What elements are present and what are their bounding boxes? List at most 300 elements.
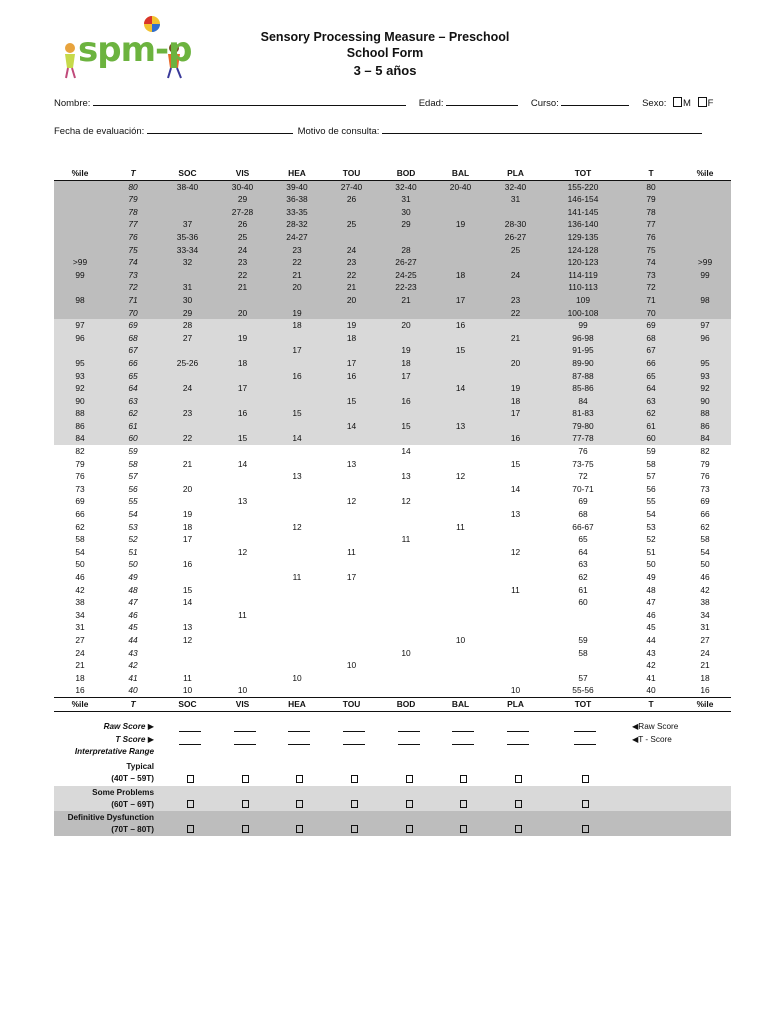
- table-cell: 46: [75, 572, 85, 582]
- table-cell: 13: [346, 458, 357, 469]
- table-cell: 25: [488, 244, 543, 257]
- table-cell: [270, 596, 324, 609]
- table-cell: [270, 294, 324, 307]
- table-cell: 89-90: [543, 357, 623, 370]
- table-cell: 10: [182, 685, 193, 696]
- table-row: [54, 357, 731, 370]
- t-score-tot[interactable]: [574, 735, 596, 745]
- table-cell: [324, 382, 379, 395]
- table-cell: 13: [182, 622, 193, 633]
- table-cell: 63: [623, 395, 679, 408]
- table-cell: 28: [160, 319, 215, 332]
- some-problems-vis-checkbox[interactable]: [242, 800, 249, 808]
- table-cell: [215, 571, 270, 584]
- table-cell: 24: [75, 647, 85, 658]
- raw-score-row: [54, 721, 731, 734]
- table-cell: 73: [75, 483, 85, 494]
- table-cell: 18: [700, 672, 710, 683]
- table-cell: 17: [182, 534, 193, 545]
- table-cell: 12: [182, 634, 193, 645]
- table-cell: 70: [106, 307, 160, 320]
- table-cell: 10: [237, 685, 248, 696]
- table-cell: 24: [215, 244, 270, 257]
- table-cell: 76: [623, 231, 679, 244]
- t-score-tou[interactable]: [343, 735, 365, 745]
- definitive-dysfunction-range: (70T – 80T): [111, 825, 154, 834]
- table-cell: [270, 483, 324, 496]
- some-problems-soc-checkbox[interactable]: [187, 800, 194, 808]
- table-row: [54, 470, 731, 483]
- typical-vis-checkbox[interactable]: [242, 775, 249, 783]
- table-cell: [270, 659, 324, 672]
- table-cell: [270, 621, 324, 634]
- table-cell: 29: [215, 193, 270, 206]
- form-row-1: [54, 95, 713, 109]
- table-cell: 22: [270, 256, 324, 269]
- table-cell: %ile: [679, 167, 731, 180]
- curso-field[interactable]: [561, 95, 629, 106]
- table-cell: 26: [215, 218, 270, 231]
- table-cell: [270, 495, 324, 508]
- table-cell: 18: [324, 332, 379, 345]
- t-score-hea[interactable]: [288, 735, 310, 745]
- table-cell: 10: [401, 647, 411, 658]
- table-cell: [379, 659, 433, 672]
- table-cell: [324, 684, 379, 697]
- table-cell: 10: [510, 685, 521, 696]
- t-score-bod[interactable]: [398, 735, 420, 745]
- table-cell: 31: [700, 622, 710, 633]
- table-cell: 78: [623, 206, 679, 219]
- table-cell: 68: [623, 332, 679, 345]
- table-cell: [324, 521, 379, 534]
- table-row: [54, 307, 731, 320]
- table-row: [54, 193, 731, 206]
- table-cell: 19: [324, 319, 379, 332]
- definitive-tou-checkbox[interactable]: [351, 825, 358, 833]
- table-cell: [160, 420, 215, 433]
- table-cell: [160, 269, 215, 282]
- table-cell: T: [623, 697, 679, 711]
- definitive-soc-checkbox[interactable]: [187, 825, 194, 833]
- table-cell: 29: [379, 218, 433, 231]
- some-problems-tot-checkbox[interactable]: [582, 800, 589, 808]
- table-cell: [270, 584, 324, 597]
- table-cell: [270, 533, 324, 546]
- table-row: [54, 432, 731, 445]
- table-cell: 20-40: [433, 180, 488, 193]
- table-cell: 96: [54, 332, 106, 345]
- table-cell: 38-40: [160, 180, 215, 193]
- table-cell: 15: [510, 458, 521, 469]
- typical-tou-checkbox[interactable]: [351, 775, 358, 783]
- table-cell: [379, 407, 433, 420]
- table-cell: 17: [270, 344, 324, 357]
- table-cell: 16: [433, 319, 488, 332]
- table-cell: [215, 508, 270, 521]
- table-cell: 92: [679, 382, 731, 395]
- table-row: [54, 647, 731, 660]
- table-cell: 49: [646, 572, 656, 582]
- table-cell: 47: [646, 597, 656, 608]
- table-cell: 14: [433, 382, 488, 395]
- table-cell: 97: [679, 319, 731, 332]
- table-cell: %ile: [54, 167, 106, 180]
- table-cell: 124-128: [543, 244, 623, 257]
- table-cell: 31: [379, 193, 433, 206]
- table-cell: 73-75: [572, 458, 594, 469]
- table-cell: 52: [128, 534, 138, 545]
- table-cell: 40: [646, 685, 656, 696]
- table-cell: [433, 571, 488, 584]
- table-cell: 110-113: [543, 281, 623, 294]
- table-cell: 12: [237, 546, 248, 557]
- raw-score-tot[interactable]: [574, 722, 596, 732]
- table-cell: [488, 659, 543, 672]
- table-cell: 15: [215, 432, 270, 445]
- typical-range: (40T – 59T): [111, 774, 154, 783]
- some-problems-bod-checkbox[interactable]: [406, 800, 413, 808]
- norms-table: [54, 167, 731, 712]
- table-cell: 25: [215, 231, 270, 244]
- table-cell: [160, 495, 215, 508]
- nombre-field[interactable]: [93, 95, 406, 106]
- table-cell: 65: [623, 370, 679, 383]
- table-cell: [488, 319, 543, 332]
- table-cell: [215, 294, 270, 307]
- table-cell: T: [106, 167, 160, 180]
- table-row: [54, 269, 731, 282]
- table-cell: 65: [106, 370, 160, 383]
- table-cell: 20: [488, 357, 543, 370]
- table-cell: 54: [646, 509, 656, 520]
- table-cell: 15: [182, 584, 193, 595]
- typical-soc-checkbox[interactable]: [187, 775, 194, 783]
- table-cell: [679, 193, 731, 206]
- table-cell: 24: [324, 244, 379, 257]
- sexo-f-checkbox[interactable]: [698, 97, 707, 107]
- table-cell: >99: [679, 256, 731, 269]
- sexo-label: Sexo:: [642, 98, 667, 109]
- table-cell: 97: [54, 319, 106, 332]
- table-cell: 21: [182, 458, 193, 469]
- sexo-m-checkbox[interactable]: [673, 97, 682, 107]
- table-row: [54, 281, 731, 294]
- table-cell: 11: [238, 609, 247, 620]
- definitive-tot-checkbox[interactable]: [582, 825, 589, 833]
- some-problems-pla-checkbox[interactable]: [515, 800, 522, 808]
- table-cell: T: [106, 697, 160, 711]
- motivo-field[interactable]: [382, 123, 702, 134]
- table-cell: 76: [578, 446, 588, 457]
- definitive-hea-checkbox[interactable]: [296, 825, 303, 833]
- table-cell: 70-71: [572, 483, 594, 494]
- table-cell: [379, 521, 433, 534]
- table-cell: 60: [623, 432, 679, 445]
- table-cell: [488, 445, 543, 458]
- table-cell: [488, 344, 543, 357]
- table-cell: 13: [292, 471, 302, 482]
- table-cell: 19: [488, 382, 543, 395]
- table-cell: [324, 508, 379, 521]
- table-cell: [433, 659, 488, 672]
- table-cell: 27: [700, 634, 710, 645]
- table-cell: [324, 445, 379, 458]
- table-cell: [488, 621, 543, 634]
- table-cell: 46: [700, 572, 710, 582]
- table-cell: [215, 470, 270, 483]
- table-cell: [379, 332, 433, 345]
- table-cell: [160, 546, 215, 559]
- table-cell: [324, 634, 379, 647]
- table-cell: 50: [128, 559, 138, 570]
- table-cell: [54, 244, 106, 257]
- table-cell: 14: [237, 458, 248, 469]
- table-cell: 60: [578, 597, 588, 608]
- table-cell: 84: [54, 432, 106, 445]
- table-cell: [488, 420, 543, 433]
- table-cell: [379, 432, 433, 445]
- table-cell: 18: [379, 357, 433, 370]
- table-cell: 39-40: [270, 180, 324, 193]
- fecha-field[interactable]: [147, 123, 293, 134]
- t-score-bal[interactable]: [452, 735, 474, 745]
- typical-pla-checkbox[interactable]: [515, 775, 522, 783]
- some-problems-bal-checkbox[interactable]: [460, 800, 467, 808]
- table-cell: 57: [578, 672, 588, 683]
- definitive-pla-checkbox[interactable]: [515, 825, 522, 833]
- raw-score-bod[interactable]: [398, 722, 420, 732]
- table-cell: 22: [215, 269, 270, 282]
- title-line-2: School Form: [346, 46, 424, 60]
- table-cell: 56: [128, 483, 138, 494]
- table-row: [54, 344, 731, 357]
- table-cell: HEA: [270, 167, 324, 180]
- table-cell: 13: [237, 496, 248, 507]
- interpretive-range-label: Interpretative Range: [74, 747, 154, 756]
- table-cell: [160, 445, 215, 458]
- table-cell: 20: [182, 483, 193, 494]
- table-cell: 57: [646, 471, 656, 482]
- table-row: [54, 218, 731, 231]
- table-cell: 67: [623, 344, 679, 357]
- motivo-label: Motivo de consulta:: [297, 126, 380, 137]
- table-cell: 90: [54, 395, 106, 408]
- table-cell: 80: [623, 180, 679, 193]
- typical-label: Typical: [126, 762, 154, 771]
- raw-score-hea[interactable]: [288, 722, 310, 732]
- raw-score-bal[interactable]: [452, 722, 474, 732]
- table-cell: BOD: [379, 167, 433, 180]
- t-score-pla[interactable]: [507, 735, 529, 745]
- table-cell: [160, 659, 215, 672]
- table-cell: 69: [700, 496, 710, 507]
- table-cell: 50: [75, 559, 85, 570]
- table-cell: 23: [488, 294, 543, 307]
- table-cell: 42: [700, 584, 710, 595]
- table-cell: [215, 596, 270, 609]
- table-cell: [160, 571, 215, 584]
- table-cell: 66: [623, 357, 679, 370]
- definitive-bod-checkbox[interactable]: [406, 825, 413, 833]
- typical-tot-checkbox[interactable]: [582, 775, 589, 783]
- table-cell: 30: [379, 206, 433, 219]
- table-cell: 10: [292, 672, 302, 683]
- table-cell: 15: [433, 344, 488, 357]
- table-cell: TOU: [324, 697, 379, 711]
- table-cell: 77: [623, 218, 679, 231]
- table-cell: 38: [75, 597, 85, 608]
- table-cell: [433, 596, 488, 609]
- table-cell: 56: [646, 483, 656, 494]
- raw-score-tou[interactable]: [343, 722, 365, 732]
- edad-label: Edad:: [418, 98, 444, 109]
- table-cell: TOT: [543, 167, 623, 180]
- table-cell: [488, 495, 543, 508]
- table-cell: TOT: [543, 697, 623, 711]
- table-cell: 13: [433, 420, 488, 433]
- table-cell: [270, 382, 324, 395]
- table-cell: 19: [433, 218, 488, 231]
- table-cell: 18: [215, 357, 270, 370]
- table-cell: 55: [646, 496, 656, 507]
- table-cell: 93: [679, 370, 731, 383]
- table-cell: 11: [183, 672, 192, 683]
- table-cell: 136-140: [543, 218, 623, 231]
- table-cell: 28: [379, 244, 433, 257]
- definitive-bal-checkbox[interactable]: [460, 825, 467, 833]
- table-cell: [160, 647, 215, 660]
- table-cell: [379, 231, 433, 244]
- table-cell: 18: [270, 319, 324, 332]
- table-cell: [433, 684, 488, 697]
- table-cell: 16: [700, 685, 710, 696]
- table-cell: 16: [488, 432, 543, 445]
- table-cell: [160, 344, 215, 357]
- table-cell: 114-119: [543, 269, 623, 282]
- table-cell: >99: [54, 256, 106, 269]
- table-cell: [215, 621, 270, 634]
- table-cell: [270, 634, 324, 647]
- typical-bod-checkbox[interactable]: [406, 775, 413, 783]
- definitive-vis-checkbox[interactable]: [242, 825, 249, 833]
- table-cell: 17: [379, 370, 433, 383]
- table-cell: 78: [106, 206, 160, 219]
- table-cell: [379, 584, 433, 597]
- interpretive-range-row: [54, 747, 731, 760]
- table-cell: 77: [106, 218, 160, 231]
- table-row: [54, 609, 731, 622]
- table-cell: 61: [623, 420, 679, 433]
- table-cell: [160, 609, 215, 622]
- table-cell: [488, 672, 543, 685]
- table-cell: 63: [106, 395, 160, 408]
- table-cell: [215, 445, 270, 458]
- t-score-row: [54, 734, 731, 747]
- t-score-soc[interactable]: [179, 735, 201, 745]
- table-cell: 30: [160, 294, 215, 307]
- raw-score-pla[interactable]: [507, 722, 529, 732]
- table-cell: [324, 432, 379, 445]
- table-cell: 18: [75, 672, 85, 683]
- table-cell: [54, 218, 106, 231]
- table-cell: 74: [623, 256, 679, 269]
- table-cell: [54, 206, 106, 219]
- table-cell: 95: [679, 357, 731, 370]
- table-cell: VIS: [215, 167, 270, 180]
- table-cell: 24-27: [270, 231, 324, 244]
- some-problems-hea-checkbox[interactable]: [296, 800, 303, 808]
- some-problems-tou-checkbox[interactable]: [351, 800, 358, 808]
- table-cell: 62: [700, 521, 710, 532]
- table-cell: 15: [270, 407, 324, 420]
- table-cell: 18: [182, 521, 193, 532]
- edad-field[interactable]: [446, 95, 518, 106]
- raw-score-vis[interactable]: [234, 722, 256, 732]
- table-cell: 31: [160, 281, 215, 294]
- table-cell: [433, 483, 488, 496]
- table-cell: BAL: [433, 167, 488, 180]
- table-cell: [679, 307, 731, 320]
- table-cell: 52: [646, 534, 656, 545]
- table-cell: [54, 193, 106, 206]
- t-score-label: T Score ▶: [115, 735, 154, 744]
- table-cell: [433, 609, 488, 622]
- table-cell: 21: [379, 294, 433, 307]
- table-cell: 27: [160, 332, 215, 345]
- table-cell: 86: [54, 420, 106, 433]
- t-score-vis[interactable]: [234, 735, 256, 745]
- table-cell: 62: [578, 572, 588, 582]
- table-cell: 11: [456, 521, 465, 532]
- typical-hea-checkbox[interactable]: [296, 775, 303, 783]
- table-cell: [488, 647, 543, 660]
- table-cell: [324, 621, 379, 634]
- table-cell: 41: [128, 672, 138, 683]
- table-cell: 26-27: [488, 231, 543, 244]
- table-cell: [324, 584, 379, 597]
- table-cell: [324, 609, 379, 622]
- table-cell: 16: [182, 559, 193, 570]
- raw-score-soc[interactable]: [179, 722, 201, 732]
- table-cell: 109: [543, 294, 623, 307]
- table-row: [54, 420, 731, 433]
- table-cell: [270, 332, 324, 345]
- table-cell: 45: [128, 622, 138, 633]
- table-cell: 12: [292, 521, 302, 532]
- table-cell: 57: [128, 471, 138, 482]
- table-cell: 53: [128, 521, 138, 532]
- table-cell: BAL: [433, 697, 488, 711]
- table-row: [54, 206, 731, 219]
- table-cell: 66: [75, 509, 85, 520]
- table-cell: 11: [292, 572, 302, 582]
- table-cell: [324, 344, 379, 357]
- table-cell: 58: [646, 458, 656, 469]
- table-cell: [270, 546, 324, 559]
- typical-bal-checkbox[interactable]: [460, 775, 467, 783]
- table-cell: 21: [215, 281, 270, 294]
- table-cell: 20: [379, 319, 433, 332]
- table-cell: 21: [75, 660, 85, 671]
- table-cell: 50: [700, 559, 710, 570]
- table-row: [54, 370, 731, 383]
- table-row: [54, 458, 731, 471]
- table-cell: 14: [401, 446, 411, 457]
- table-row: [54, 483, 731, 496]
- table-cell: [215, 521, 270, 534]
- table-cell: 23: [160, 407, 215, 420]
